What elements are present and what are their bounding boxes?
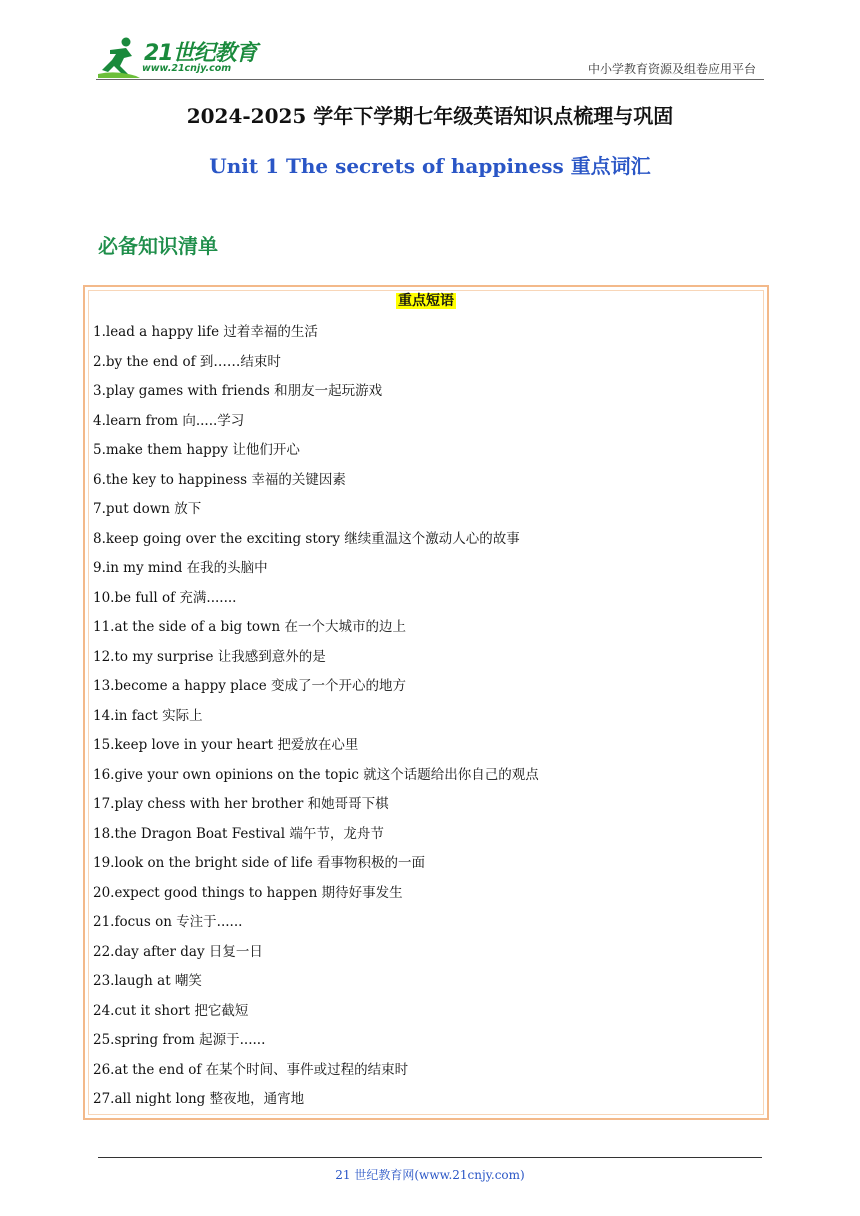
list-item: 5.make them happy 让他们开心: [93, 442, 300, 458]
list-item: 18.the Dragon Boat Festival 端午节，龙舟节: [93, 825, 384, 842]
list-item: 20.expect good things to happen 期待好事发生: [93, 884, 403, 901]
list-item: 16.give your own opinions on the topic 就这个话题给出你自己的观点: [93, 766, 539, 783]
logo-url: www.21cnjy.com: [142, 63, 232, 74]
phrase-list: [93, 323, 539, 1120]
list-item: 15.keep love in your heart 把爱放在心里: [93, 737, 359, 753]
header-divider: [96, 79, 764, 80]
logo-text: 21世纪教育: [144, 41, 257, 66]
list-item: 14.in fact 实际上: [93, 707, 203, 724]
list-item: 26.at the end of 在某个时间、事件或过程的结束时: [93, 1061, 409, 1078]
list-item: 3.play games with friends 和朋友一起玩游戏: [93, 383, 383, 399]
list-item: 9.in my mind 在我的头脑中: [93, 560, 268, 576]
phrase-box-heading-text: 重点短语: [398, 293, 454, 309]
list-item: 25.spring from 起源于......: [93, 1032, 266, 1048]
list-item: 8.keep going over the exciting story 继续重温这个激动人心的故事: [93, 530, 520, 547]
list-item: 12.to my surprise 让我感到意外的是: [93, 648, 326, 665]
list-item: 23.laugh at 嘲笑: [93, 973, 202, 989]
list-item: 27.all night long 整夜地，通宵地: [93, 1091, 305, 1107]
list-item: 4.learn from 向.....学习: [93, 412, 245, 429]
list-item: 13.become a happy place 变成了一个开心的地方: [93, 678, 407, 694]
logo: [96, 36, 266, 78]
list-item: 19.look on the bright side of life 看事物积极的一面: [93, 855, 425, 871]
runner-logo-icon: [96, 36, 142, 78]
section-title: 必备知识清单: [98, 234, 218, 258]
list-item: 2.by the end of 到……结束时: [93, 353, 281, 370]
list-item: 7.put down 放下: [93, 501, 202, 517]
list-item: 11.at the side of a big town 在一个大城市的边上: [93, 619, 407, 635]
footer-divider: [98, 1157, 762, 1158]
list-item: 22.day after day 日复一日: [93, 943, 263, 960]
subtitle-chinese: 重点词汇: [570, 154, 651, 178]
list-item: 10.be full of 充满.......: [93, 589, 237, 606]
list-item: 17.play chess with her brother 和她哥哥下棋: [93, 796, 389, 812]
platform-label: 中小学教育资源及组卷应用平台: [587, 62, 756, 76]
list-item: 1.lead a happy life 过着幸福的生活: [93, 324, 318, 340]
list-item: 21.focus on 专注于......: [93, 914, 243, 930]
phrase-box-heading: [85, 290, 767, 310]
footer-text[interactable]: 21 世纪教育网(www.21cnjy.com): [335, 1168, 525, 1182]
phrase-box: [83, 285, 769, 1120]
page-title: 2024-2025 学年下学期七年级英语知识点梳理与巩固: [186, 104, 674, 128]
list-item: 24.cut it short 把它截短: [93, 1002, 249, 1019]
page-subtitle: [0, 150, 860, 179]
subtitle-english: Unit 1 The secrets of happiness: [209, 154, 571, 178]
list-item: 6.the key to happiness 幸福的关键因素: [93, 471, 346, 488]
